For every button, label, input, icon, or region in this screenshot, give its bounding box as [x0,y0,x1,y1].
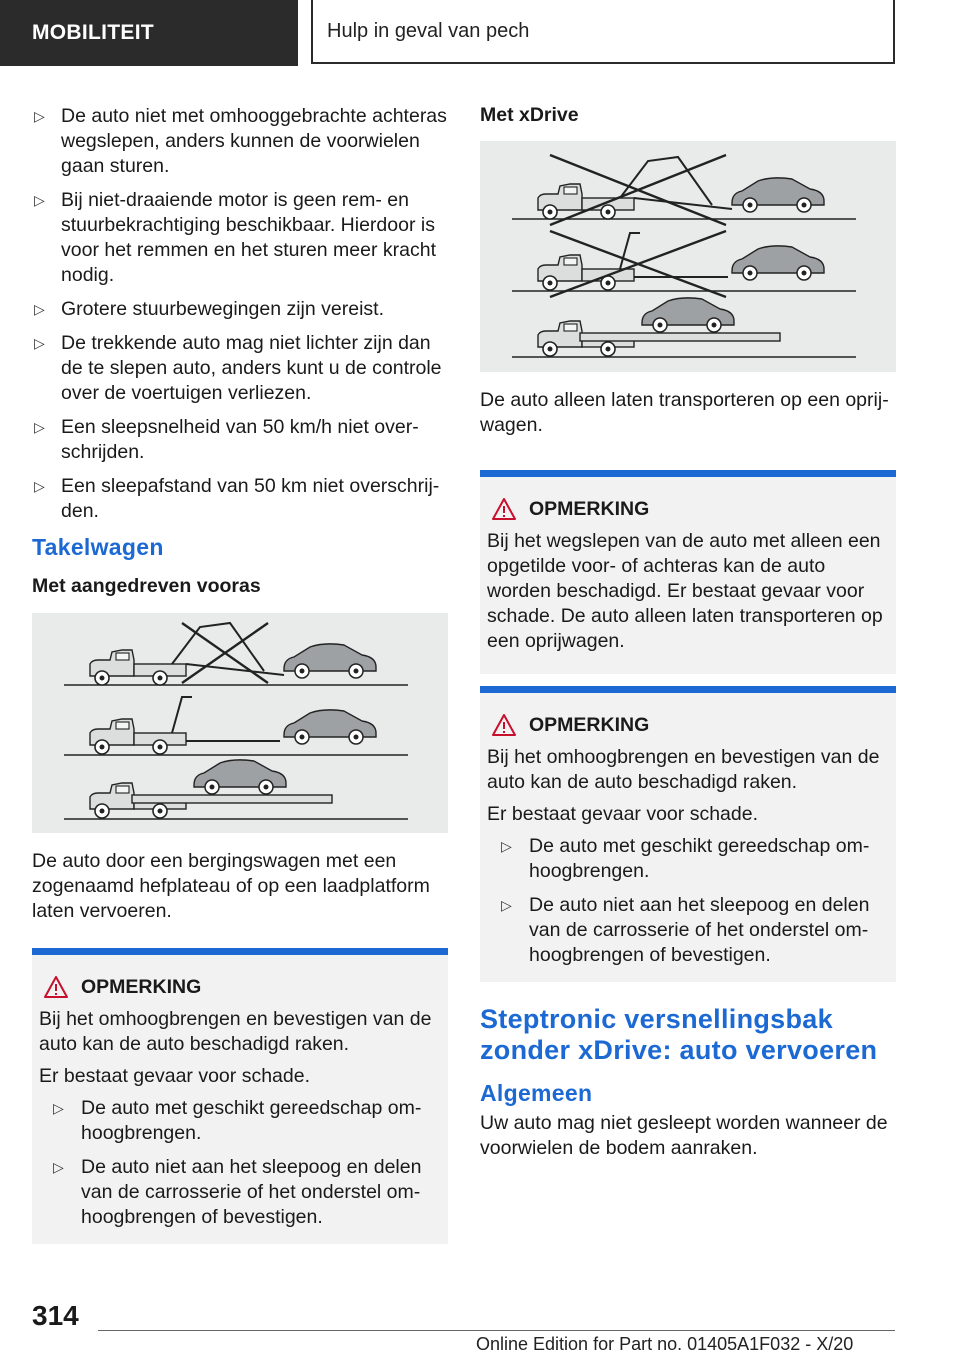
note-text: Bij het wegslepen van de auto met alleen een opgetilde voor- of achteras kan de auto worden beschadigd. Er bestaat gevaar voor schade. De auto alleen laten transporteren op een oprijwagen. [487,530,883,652]
warning-triangle-icon [491,497,517,521]
warning-note [480,686,896,982]
triangle-bullet-icon: ▷ [53,1100,64,1116]
left-column [32,104,448,1244]
page-number: 314 [32,1300,79,1331]
note-title: OPMERKING [529,713,650,736]
note-list [39,1096,440,1230]
warning-triangle-icon [491,713,517,737]
section-tab [0,0,298,66]
towing-illustration [32,613,448,833]
section-heading: Takelwagen [32,534,164,560]
right-column [480,104,896,1161]
list-item: ▷ De auto niet aan het sleepoog en delen van de carrosserie of het onderstel omhoogbrengen of bevestigen. [53,1156,422,1228]
list-item: ▷ De auto niet aan het sleepoog en delen van de carrosserie of het onderstel omhoogbrengen of bevestigen. [501,894,870,966]
subheading: Met aangedreven vooras [32,575,261,597]
chapter-tab [311,0,895,64]
note-title: OPMERKING [529,497,650,520]
list-item: ▷ Grotere stuurbewegingen zijn vereist. [34,298,384,320]
triangle-bullet-icon: ▷ [53,1159,64,1175]
section-heading: Steptronic versnellingsbak zonder xDrive: auto vervoeren [480,1004,878,1065]
list-item: ▷ Een sleepafstand van 50 km niet overschrijden. [34,475,440,522]
list-item: ▷ Een sleepsnelheid van 50 km/h niet overschrijden. [34,416,419,463]
note-text: Bij het omhoogbrengen en bevestigen van de auto kan de auto beschadigd raken. [487,746,880,793]
list-item: ▷ Bij niet-draaiende motor is geen rem- en stuurbekrachtiging beschikbaar. Hierdoor is voor het remmen en het sturen meer kracht nodig. [34,189,437,286]
list-item: ▷ De auto niet met omhooggebrachte achteras wegslepen, anders kunnen de voorwielen gaan sturen. [34,105,447,177]
note-list [487,834,888,968]
warning-note [32,948,448,1244]
triangle-bullet-icon: ▷ [34,108,45,124]
warning-note [480,470,896,674]
note-text: Bij het omhoogbrengen en bevestigen van de auto kan de auto beschadigd raken. [39,1008,432,1055]
triangle-bullet-icon: ▷ [34,419,45,435]
triangle-bullet-icon: ▷ [34,335,45,351]
subsection-heading: Algemeen [480,1080,593,1106]
xdrive-towing-illustration [480,141,896,372]
triangle-bullet-icon: ▷ [34,478,45,494]
subheading: Met xDrive [480,104,579,126]
note-text: Er bestaat gevaar voor schade. [39,1065,310,1087]
illustration-caption: De auto alleen laten transporteren op een oprijwagen. [480,389,889,436]
edition-footer: Online Edition for Part no. 01405A1F032 - X/20 [476,1334,854,1354]
section-title: MOBILITEIT [32,21,154,44]
triangle-bullet-icon: ▷ [501,897,512,913]
illustration-caption: De auto door een bergingswagen met een zogenaamd hefplateau of op een laadplatform laten vervoeren. [32,850,430,922]
footer-divider [98,1330,895,1331]
list-item: ▷ De auto met geschikt gereedschap omhoogbrengen. [501,835,870,882]
warning-triangle-icon [43,975,69,999]
note-title: OPMERKING [81,975,202,998]
chapter-title: Hulp in geval van pech [327,19,530,42]
list-item: ▷ De trekkende auto mag niet lichter zijn dan de te slepen auto, anders kunt u de controle over de voertuigen verliezen. [34,332,442,404]
triangle-bullet-icon: ▷ [34,301,45,317]
body-text: Uw auto mag niet gesleept worden wanneer de voorwielen de bodem aanraken. [480,1112,888,1159]
towing-rules-list [32,104,448,524]
list-item: ▷ De auto met geschikt gereedschap omhoogbrengen. [53,1097,422,1144]
note-text: Er bestaat gevaar voor schade. [487,803,758,825]
triangle-bullet-icon: ▷ [34,192,45,208]
triangle-bullet-icon: ▷ [501,838,512,854]
